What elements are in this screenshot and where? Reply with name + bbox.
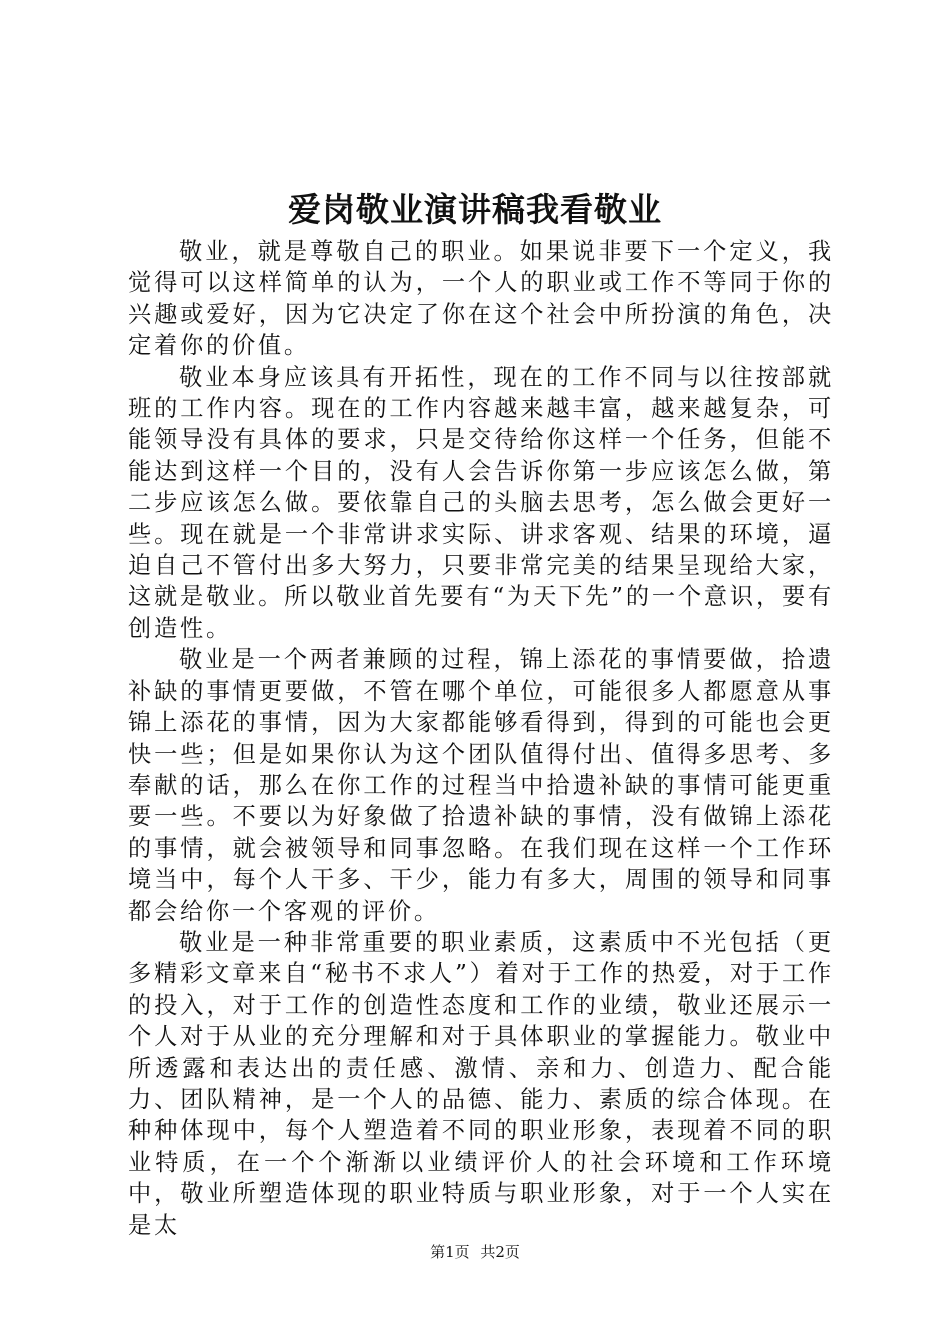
page-total: 共2页 xyxy=(480,1243,520,1261)
document-title: 爱岗敬业演讲稿我看敬业 xyxy=(288,190,662,229)
page-footer xyxy=(0,1242,950,1262)
document-body xyxy=(128,236,834,1241)
paragraph-4: 敬业是一种非常重要的职业素质，这素质中不光包括（更多精彩文章来自“秘书不求人”）着对于工作的热爱，对于工作的投入，对于工作的创造性态度和工作的业绩，敬业还展示一个人对于从业的充分理解和对于具体职业的掌握能力。敬业中所透露和表达出的责任感、激情、亲和力、创造力、配合能力、团队精神，是一个人的品德、能力、素质的综合体现。在种种体现中，每个人塑造着不同的职业形象，表现着不同的职业特质，在一个个渐渐以业绩评价人的社会环境和工作环境中，敬业所塑造体现的职业特质与职业形象，对于一个人实在是太 xyxy=(128,928,834,1239)
paragraph-3: 敬业是一个两者兼顾的过程，锦上添花的事情要做，拾遗补缺的事情更要做，不管在哪个单位，可能很多人都愿意从事锦上添花的事情，因为大家都能够看得到，得到的可能也会更快一些；但是如果你认为这个团队值得付出、值得多思考、多奉献的话，那么在你工作的过程当中拾遗补缺的事情可能更重要一些。不要以为好象做了拾遗补缺的事情，没有做锦上添花的事情，就会被领导和同事忽略。在我们现在这样一个工作环境当中，每个人干多、干少，能力有多大，周围的领导和同事都会给你一个客观的评价。 xyxy=(128,646,834,925)
paragraph-2: 敬业本身应该具有开拓性，现在的工作不同与以往按部就班的工作内容。现在的工作内容越来越丰富，越来越复杂，可能领导没有具体的要求，只是交待给你这样一个任务，但能不能达到这样一个目的，没有人会告诉你第一步应该怎么做，第二步应该怎么做。要依靠自己的头脑去思考，怎么做会更好一些。现在就是一个非常讲求实际、讲求客观、结果的环境，逼迫自己不管付出多大努力，只要非常完美的结果呈现给大家，这就是敬业。所以敬业首先要有“为天下先”的一个意识，要有创造性。 xyxy=(128,363,834,642)
page-number: 第1页 xyxy=(430,1243,470,1261)
paragraph-1: 敬业，就是尊敬自己的职业。如果说非要下一个定义，我觉得可以这样简单的认为，一个人的职业或工作不等同于你的兴趣或爱好，因为它决定了你在这个社会中所扮演的角色，决定着你的价值。 xyxy=(128,238,834,360)
